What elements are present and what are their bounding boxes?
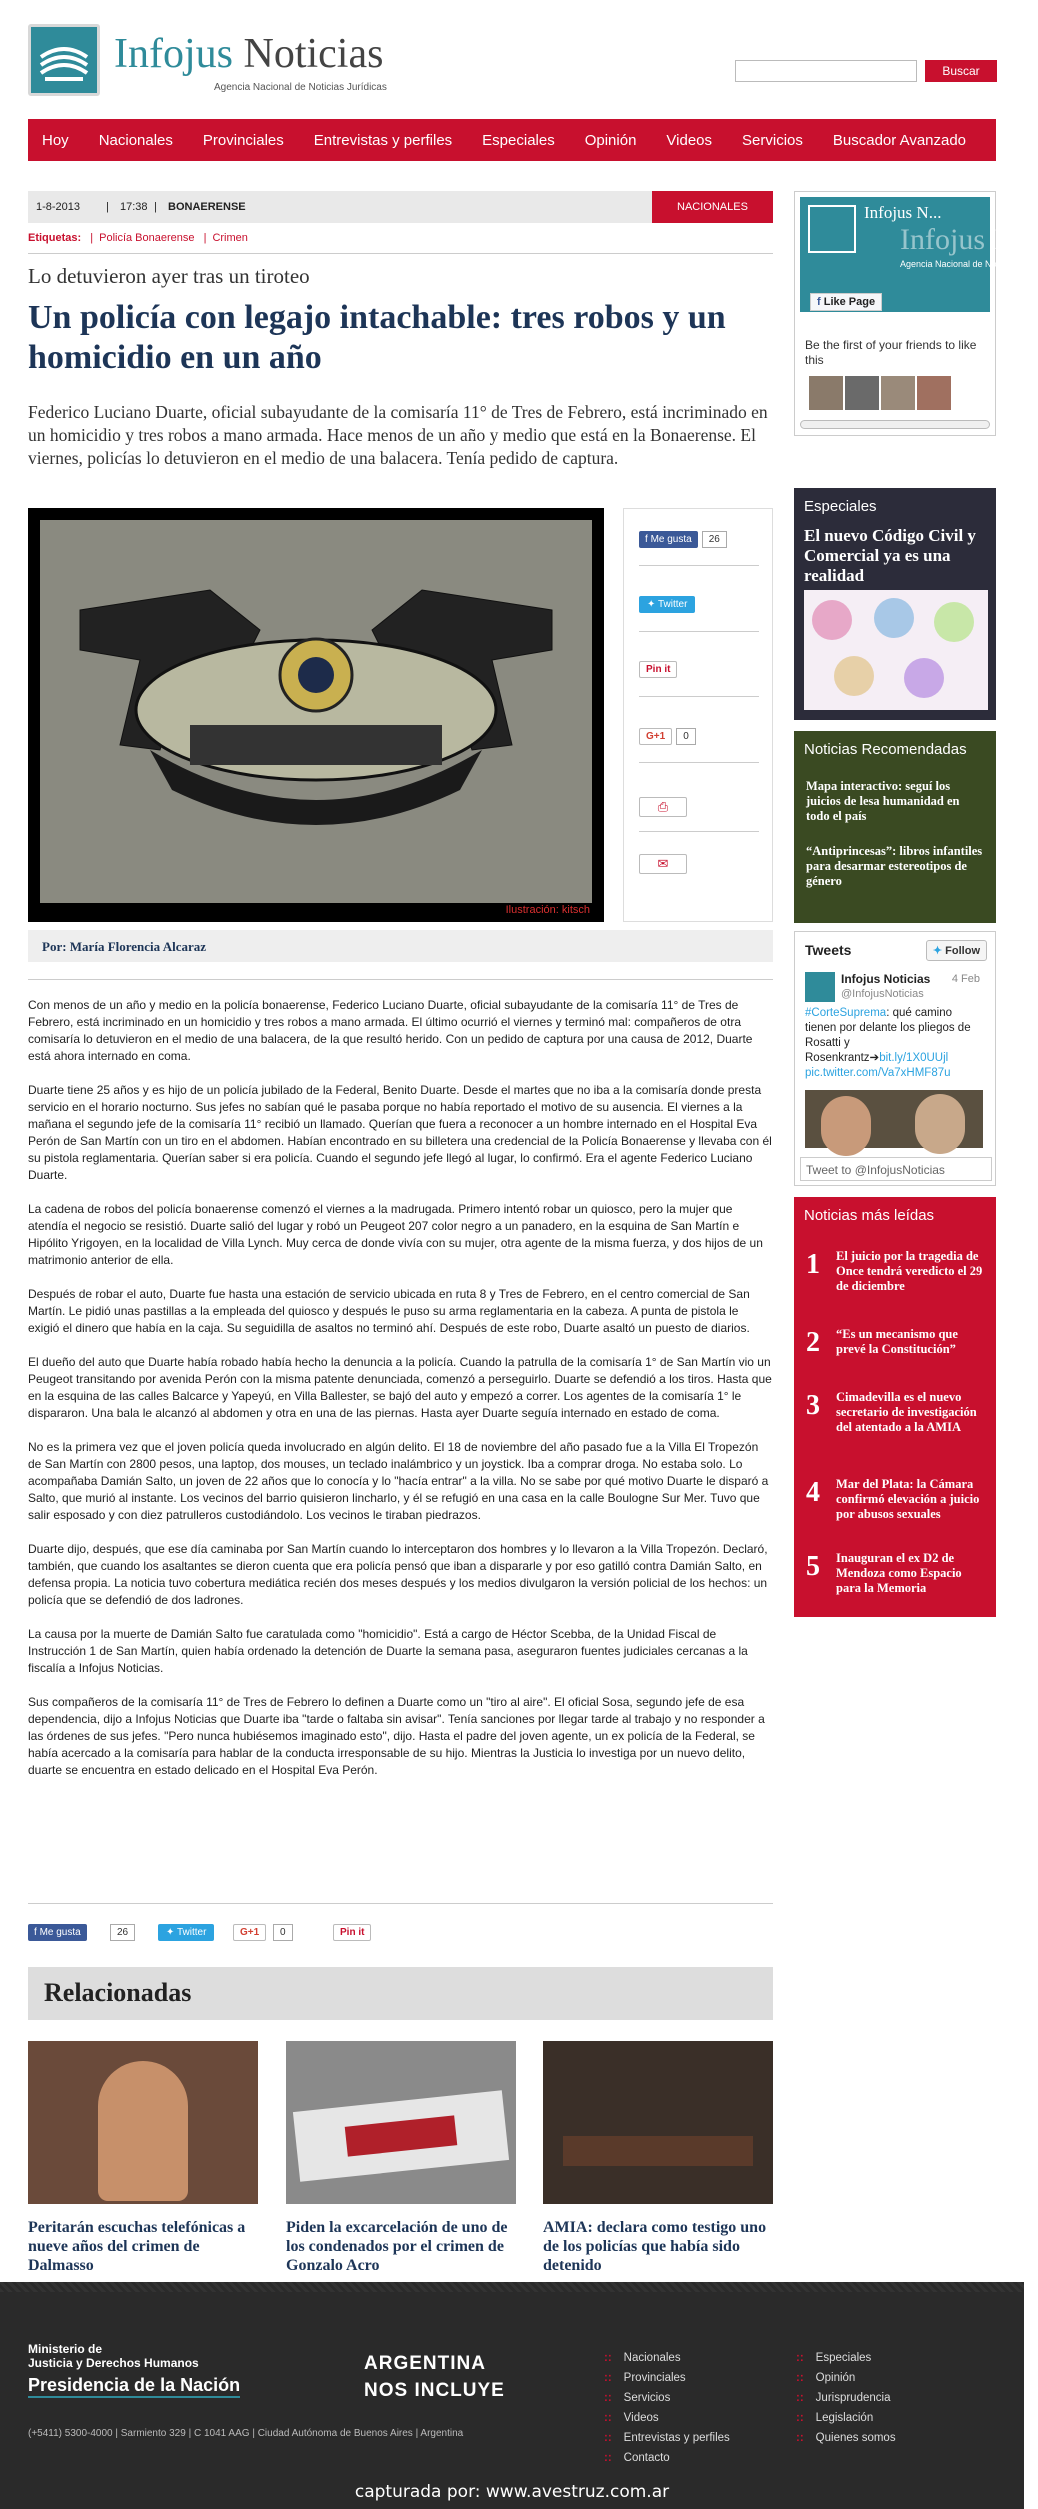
article-body bbox=[28, 997, 773, 1796]
google-plus-button[interactable]: G+1 bbox=[233, 1924, 266, 1941]
article-section-badge[interactable]: NACIONALES bbox=[652, 191, 773, 223]
illustration-police-cap bbox=[40, 520, 592, 903]
rank-number: 5 bbox=[806, 1551, 820, 1582]
most-read-title: Cimadevilla es el nuevo secretario de investigación del atentado a la AMIA bbox=[836, 1390, 977, 1434]
twitter-bird-icon: ✦ bbox=[932, 945, 946, 957]
article-tags: Etiquetas: | Policía Bonaerense | Crimen bbox=[28, 232, 248, 244]
rank-number: 3 bbox=[806, 1390, 820, 1421]
tweet-hashtag[interactable]: #CorteSuprema bbox=[805, 1007, 887, 1019]
tag-link[interactable]: Policía Bonaerense bbox=[99, 232, 195, 244]
article-place: BONAERENSE bbox=[168, 201, 246, 213]
body-paragraph: Duarte tiene 25 años y es hijo de un policía jubilado de la Federal, Benito Duarte. Desde el martes que no iba a la comisaría donde presta servicio en el horario nocturno. Sus jefes no sabían qué le pasaba porque no había reportado el motivo de su ausencia. El viernes a la mañana el segundo jefe de la comisaría 11° recibió un llamado. Querían que fuera a reconocer a un hombre internado en el Hospital Eva Perón de San Martín con un tiro en el abdomen. Habían encontrado en su billetera una credencial de la Policía Bonaerense y llevaba con él su pistola reglamentaria. Querían saber si era policía. Cuando el segundo jefe llegó al lugar, lo confirmó. Era el agente Federico Luciano Duarte. bbox=[28, 1083, 772, 1182]
footer-link[interactable]: :: Especiales bbox=[796, 2348, 896, 2368]
site-footer bbox=[0, 2282, 1024, 2509]
share-panel bbox=[623, 508, 773, 922]
tweet-body: : qué camino tienen por delante los pliegos de Rosatti y Rosenkrantz➔ bbox=[805, 1007, 971, 1064]
twitter-share-button[interactable]: ✦ Twitter bbox=[639, 596, 695, 613]
footer-contact: (+5411) 5300-4000 | Sarmiento 329 | C 1041 AAG | Ciudad Autónoma de Buenos Aires | Argentina bbox=[28, 2428, 464, 2439]
email-icon[interactable]: ✉ bbox=[639, 854, 687, 874]
tag-link[interactable]: Crimen bbox=[212, 232, 248, 244]
article-date: 1-8-2013 bbox=[36, 201, 81, 213]
footer-link[interactable]: :: Videos bbox=[604, 2408, 730, 2428]
search-button[interactable]: Buscar bbox=[925, 60, 997, 82]
horizontal-scrollbar[interactable] bbox=[800, 420, 990, 429]
tweet bbox=[805, 972, 980, 1081]
article-time: 17:38 bbox=[120, 201, 148, 213]
rank-number: 4 bbox=[806, 1477, 820, 1508]
google-plus-button[interactable]: G+1 bbox=[639, 728, 672, 745]
body-paragraph: Sus compañeros de la comisaría 11° de Tres de Febrero lo definen a Duarte como un "tiro al aire". El oficial Sosa, segundo jefe de esa dependencia, dijo a Infojus Noticias que Duarte iba "tarde o faltaba sin avisar". Tenía sanciones por llegar tarde al trabajo y no responder a las órdenes de sus jefes. "Pero nunca hubiésemos imaginado esto", dijo. Hasta el padre del joven agente, un ex policía de la Federal, se había acercado a la comisaría para hablar de la conducta irresponsable de su hijo. Mientras la Justicia lo investiga por un nuevo delito, duarte se encuentra en estado delicado en el Hospital Eva Perón. bbox=[28, 1695, 765, 1777]
divider bbox=[639, 696, 759, 697]
article-photo bbox=[28, 508, 604, 922]
recommended-item[interactable]: “Antiprincesas”: libros infantiles para desarmar estereotipos de género bbox=[806, 844, 983, 888]
especiales-heading: Especiales bbox=[804, 498, 877, 515]
footer-link[interactable]: :: Servicios bbox=[604, 2388, 730, 2408]
nav-item-especiales[interactable]: Especiales bbox=[482, 131, 555, 149]
especiales-box bbox=[794, 488, 996, 720]
twitter-heading: Tweets bbox=[805, 942, 852, 958]
tweet-text bbox=[805, 1006, 980, 1081]
rank-number: 2 bbox=[806, 1327, 820, 1358]
tags-label: Etiquetas: bbox=[28, 232, 82, 244]
divider bbox=[639, 631, 759, 632]
tweet-image[interactable] bbox=[805, 1090, 983, 1148]
mas-leidas-heading: Noticias más leídas bbox=[804, 1207, 935, 1224]
facebook-page-widget bbox=[794, 191, 1038, 436]
site-logo[interactable] bbox=[28, 24, 408, 98]
facebook-friends-text: Be the first of your friends to like this bbox=[805, 338, 977, 367]
twitter-bird-icon: ✦ bbox=[166, 1927, 177, 1938]
cover-logo-text: Infojus Not bbox=[900, 223, 1038, 256]
tweet-to-input[interactable]: Tweet to @InfojusNoticias bbox=[800, 1157, 992, 1181]
article-lead: Federico Luciano Duarte, oficial subayudante de la comisaría 11° de Tres de Febrero, está incriminado en un homicidio y tres robos a mano armada. Hace menos de un año y medio que está en la Bonaerense. El viernes, policías lo detuvieron en el medio de una balacera. Tenía pedido de captura. bbox=[28, 402, 768, 468]
twitter-share-button[interactable]: ✦ Twitter bbox=[158, 1924, 214, 1941]
nav-item-videos[interactable]: Videos bbox=[666, 131, 713, 149]
footer-ministerio: Ministerio de Justicia y Derechos Humanos bbox=[28, 2342, 199, 2370]
capture-watermark: capturada por: www.avestruz.com.ar bbox=[354, 2482, 670, 2502]
nav-item-entrevistas[interactable]: Entrevistas y perfiles bbox=[313, 131, 453, 149]
facebook-like-count: 26 bbox=[110, 1924, 135, 1941]
google-plus-count: 0 bbox=[273, 1924, 293, 1941]
rank-number: 1 bbox=[806, 1249, 820, 1280]
related-photo bbox=[28, 2041, 258, 2204]
body-paragraph: No es la primera vez que el joven policía queda involucrado en algún delito. El 18 de noviembre del año pasado fue a la Villa El Tropezón de San Martín con 2800 pesos, una laptop, dos mouses, un teclado inalámbrico y un joystick. Iba a comprar droga. No estaba solo. Lo acompañaba Damián Salto, un joven de 22 años que lo conocía y lo "hacía entrar" a la villa. No se sabe por qué motivo Duarte le disparó a Salto, que murió al instante. Los vecinos del barrio quisieron lincharlo, y él se refugió en una casa en la calle Boulogne Sur Mer. Tuvo que salir esposado y con diez patrulleros custodiándolo. Los vecinos le tiraban piedrazos. bbox=[28, 1440, 769, 1522]
share-bar-bottom bbox=[28, 1922, 773, 1948]
pinterest-button[interactable]: Pin it bbox=[333, 1924, 371, 1941]
body-paragraph: El dueño del auto que Duarte había robado había hecho la denuncia a la policía. Cuando la patrulla de la comisaría 1° de San Martín vio un Peugeot transitando por avenida Perón con la misma patente denunciada, comenzó a perseguirlo. Duarte se defendió a los tiros. Hasta que en la esquina de las calles Balcarce y Yapeyú, en Villa Ballester, se bajó del auto y empezó a correr. Los agentes de la comisaría 1° le dispararon. Una bala le alcanzó al abdomen y otra en una de las piernas. Hasta ayer Duarte seguía internado en estado de coma. bbox=[28, 1355, 772, 1420]
article-meta-bar bbox=[28, 191, 773, 223]
search-input[interactable] bbox=[735, 60, 917, 82]
facebook-cover bbox=[800, 197, 1038, 312]
most-read-title: Mar del Plata: la Cámara confirmó elevación a juicio por abusos sexuales bbox=[836, 1477, 980, 1521]
friend-avatar[interactable] bbox=[845, 376, 879, 410]
nav-item-servicios[interactable]: Servicios bbox=[742, 131, 803, 149]
divider bbox=[639, 565, 759, 566]
logo-title: Infojus Noticias bbox=[114, 31, 384, 77]
body-paragraph: Con menos de un año y medio en la policía bonaerense, Federico Luciano Duarte, oficial subayudante de la comisaría 11° de Tres de Febrero, está incriminado en un homicidio y tres robos a mano armada. El último ocurrió el viernes y terminó mal: compañeros de otra comisaría lo detuvieron en el medio de una balacera, de la que resultó herido. Con un pedido de captura por una causa de 2012, Duarte está ahora internado en coma. bbox=[28, 998, 753, 1063]
nav-item-provinciales[interactable]: Provinciales bbox=[202, 131, 284, 149]
twitter-bird-icon: ✦ bbox=[647, 599, 658, 610]
nav-item-hoy[interactable]: Hoy bbox=[42, 131, 69, 149]
body-paragraph: Duarte dijo, después, que ese día caminaba por San Martín cuando lo interceptaron dos hombres y lo llevaron a la Villa Tropezón. Declaró, también, que cuando los asaltantes se dieron cuenta que era policía pensó que iban a dispararle y por eso gatilló contra Damián Salto, en defensa propia. La noticia tuvo cobertura mediática recién dos meses después y los medios divulgaron la versión policial de los hechos: un policía que se defendió de dos ladrones. bbox=[28, 1542, 768, 1607]
pinterest-button[interactable]: Pin it bbox=[639, 661, 677, 678]
recommended-item[interactable]: Mapa interactivo: seguí los juicios de lesa humanidad en todo el país bbox=[806, 779, 960, 823]
site-header bbox=[0, 0, 1024, 115]
most-read-title: “Es un mecanismo que prevé la Constitución” bbox=[836, 1327, 958, 1356]
divider bbox=[28, 1903, 773, 1904]
article-kicker: Lo detuvieron ayer tras un tiroteo bbox=[28, 264, 310, 288]
facebook-icon: f bbox=[817, 296, 824, 308]
body-paragraph: Después de robar el auto, Duarte fue hasta una estación de servicio ubicada en ruta 8 y Tres de Febrero, en el centro comercial de San Martín. Le pidió unas pastillas a la empleada del quiosco y después le puso su arma reglamentaria en la cabeza. A punta de pistola le exigió el dinero que había en la caja. Su seguidilla de asaltos no terminó ahí. Después de este robo, Duarte asaltó un puesto de diarios. bbox=[28, 1287, 750, 1335]
related-photo bbox=[286, 2041, 516, 2204]
nav-item-nacionales[interactable]: Nacionales bbox=[98, 131, 173, 149]
related-item[interactable] bbox=[286, 2041, 516, 2275]
divider bbox=[639, 831, 759, 832]
footer-pattern bbox=[0, 2282, 1024, 2292]
nos-incluye-text: NOS INCLUYE bbox=[364, 2380, 505, 2401]
facebook-like-page-button[interactable]: f Like Page bbox=[810, 293, 882, 311]
friend-avatar[interactable] bbox=[881, 376, 915, 410]
tweet-author[interactable]: Infojus Noticias bbox=[841, 972, 931, 986]
facebook-like-button[interactable]: f Me gusta bbox=[639, 531, 698, 548]
google-plus-count: 0 bbox=[676, 728, 696, 745]
footer-link[interactable]: :: Opinión bbox=[796, 2368, 896, 2388]
nav-item-buscador[interactable]: Buscador Avanzado bbox=[832, 131, 967, 149]
main-nav bbox=[28, 119, 996, 161]
related-photo bbox=[543, 2041, 773, 2204]
facebook-like-button[interactable]: f Me gusta bbox=[28, 1924, 87, 1941]
cover-subtitle: Agencia Nacional de No bbox=[900, 259, 997, 269]
footer-argentina-logo[interactable] bbox=[364, 2350, 505, 2404]
friend-avatar[interactable] bbox=[917, 376, 951, 410]
logo-book-icon bbox=[28, 24, 100, 96]
footer-links-col1 bbox=[604, 2348, 730, 2468]
related-title: Piden la excarcelación de uno de los condenados por el crimen de Gonzalo Acro bbox=[286, 2219, 508, 2274]
most-read-title: Inauguran el ex D2 de Mendoza como Espacio para la Memoria bbox=[836, 1551, 962, 1595]
body-paragraph: La causa por la muerte de Damián Salto fue caratulada como "homicidio". Está a cargo de Héctor Scebba, de la Unidad Fiscal de Instrucción 1 de San Martín, quien había ordenado la detención de Duarte la semana pasa, aseguraron fuentes judiciales cercanas a la fiscalía a Infojus Noticias. bbox=[28, 1627, 748, 1675]
facebook-like-count: 26 bbox=[702, 531, 727, 548]
footer-link[interactable]: :: Legislación bbox=[796, 2408, 896, 2428]
divider bbox=[28, 253, 773, 254]
divider bbox=[639, 762, 759, 763]
especiales-image[interactable] bbox=[804, 590, 988, 710]
article-byline: Por: María Florencia Alcaraz bbox=[28, 930, 773, 962]
tweet-media-link[interactable]: pic.twitter.com/Va7xHMF87u bbox=[805, 1067, 951, 1079]
twitter-widget bbox=[794, 931, 996, 1186]
meta-separator: | bbox=[154, 201, 157, 213]
footer-presidencia[interactable]: Presidencia de la Nación bbox=[28, 2375, 240, 2398]
footer-link[interactable]: :: Jurisprudencia bbox=[796, 2388, 896, 2408]
logo-subtitle: Agencia Nacional de Noticias Jurídicas bbox=[214, 82, 387, 93]
body-paragraph: La cadena de robos del policía bonaerense comenzó el viernes a la madrugada. Primero intentó robar un quiosco, pero la mujer que atendía el negocio se resistió. Duarte salió del lugar y robó un Peugeot 207 color negro a un panadero, en la esquina de San Martín e Hipólito Yrigoyen, en la localidad de Villa Lynch. Muy cerca de donde vivía con su mujer, otra agente de la misma fuerza, y dos hijos de un matrimonio anterior de ella. bbox=[28, 1202, 763, 1267]
footer-link[interactable]: :: Entrevistas y perfiles bbox=[604, 2428, 730, 2448]
especiales-title[interactable]: El nuevo Código Civil y Comercial ya es una realidad bbox=[804, 526, 976, 585]
facebook-icon: f bbox=[34, 1927, 40, 1938]
recomendadas-heading: Noticias Recomendadas bbox=[804, 741, 967, 758]
related-item[interactable] bbox=[543, 2041, 773, 2275]
facebook-icon: f bbox=[645, 534, 651, 545]
recomendadas-box bbox=[794, 731, 996, 923]
photo-credit: Ilustración: kitsch bbox=[505, 904, 590, 916]
footer-link[interactable]: :: Contacto bbox=[604, 2448, 730, 2468]
print-icon[interactable]: ⎙ bbox=[639, 797, 687, 817]
article-headline: Un policía con legajo intachable: tres robos y un homicidio en un año bbox=[28, 299, 726, 376]
related-title: Peritarán escuchas telefónicas a nueve años del crimen de Dalmasso bbox=[28, 2219, 246, 2274]
footer-link[interactable]: :: Nacionales bbox=[604, 2348, 730, 2368]
meta-separator: | bbox=[106, 201, 109, 213]
tweet-link[interactable]: bit.ly/1X0UUjl bbox=[879, 1052, 949, 1064]
tweet-handle: @InfojusNoticias bbox=[841, 988, 924, 1000]
divider bbox=[28, 979, 773, 980]
mas-leidas-box bbox=[794, 1197, 996, 1617]
footer-link[interactable]: :: Quienes somos bbox=[796, 2428, 896, 2448]
related-item[interactable] bbox=[28, 2041, 258, 2275]
related-heading: Relacionadas bbox=[28, 1967, 773, 2020]
page-avatar bbox=[808, 205, 856, 253]
argentina-text: ARGENTINA bbox=[364, 2353, 486, 2374]
facebook-page-name[interactable]: Infojus N... bbox=[864, 203, 942, 222]
twitter-avatar[interactable] bbox=[805, 972, 835, 1002]
tweet-date: 4 Feb bbox=[951, 973, 980, 985]
most-read-title: El juicio por la tragedia de Once tendrá veredicto el 29 de diciembre bbox=[836, 1249, 983, 1293]
nav-item-opinion[interactable]: Opinión bbox=[584, 131, 637, 149]
twitter-follow-button[interactable]: ✦ Follow bbox=[926, 940, 987, 961]
footer-link[interactable]: :: Provinciales bbox=[604, 2368, 730, 2388]
friend-avatar[interactable] bbox=[809, 376, 843, 410]
related-title: AMIA: declara como testigo uno de los policías que había sido detenido bbox=[543, 2219, 767, 2274]
footer-links-col2 bbox=[796, 2348, 896, 2448]
